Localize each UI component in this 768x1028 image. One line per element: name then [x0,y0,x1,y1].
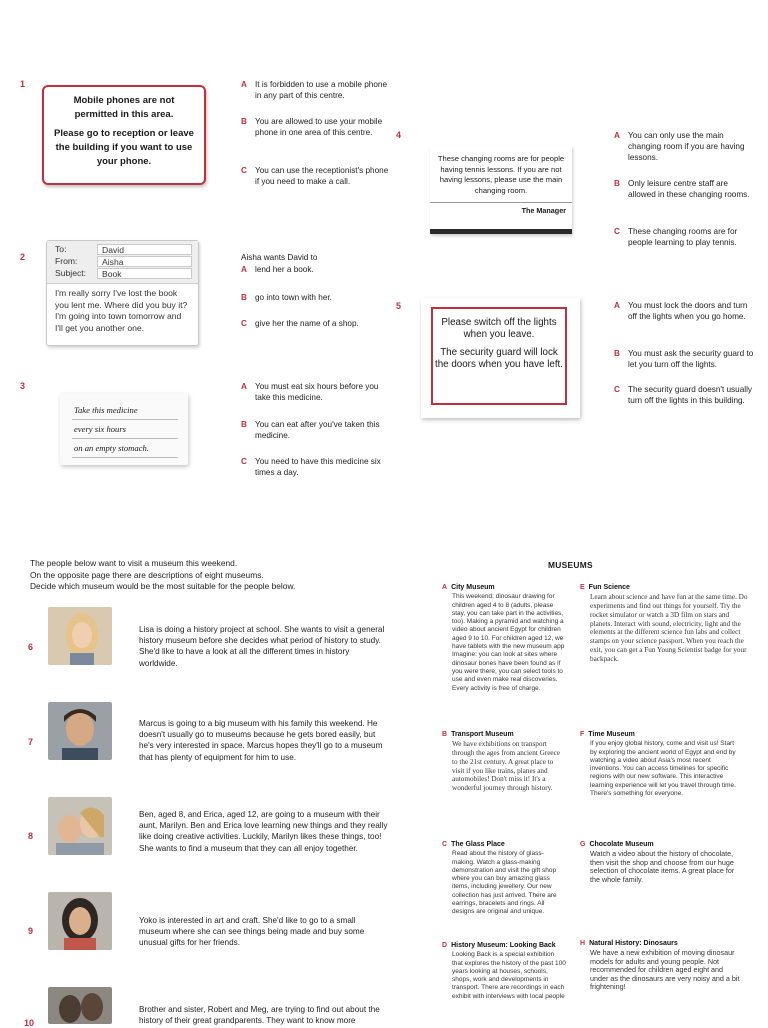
option-text: You can use the receptionist's phone if you need to make a call. [255,166,389,186]
option-letter: C [614,385,620,394]
option-letter: A [614,131,620,140]
option-letter: C [614,227,620,236]
museum-name: Transport Museum [451,731,514,738]
option-text: lend her a book. [255,265,314,274]
option-letter: A [241,80,247,89]
museum-description: We have a new exhibition of moving dinosaur models for adults and young people. Not recommended for children aged eight and under as the dinosaurs are very noisy and a bit frightening! [590,948,740,992]
photo-robert-meg [48,987,112,1024]
from-label: From: [55,256,78,266]
museum-f [580,731,742,798]
option-letter: B [614,179,620,188]
instruction-line: The people below want to visit a museum this weekend. [30,558,238,568]
notice-text: These changing rooms are for people having tennis lessons. If you are not having lessons, please use the main changing room. [437,154,565,195]
person-description: Brother and sister, Robert and Meg, are trying to find out about the history of their great grandparents. They want to know more [139,1005,380,1026]
question-number: 7 [28,737,34,747]
option-a[interactable] [241,381,391,403]
option-b[interactable] [241,292,391,303]
person-description: Lisa is doing a history project at school. She wants to visit a general history museum before she decides what period of history to study. She'd like to have a look at all the different times in history worldwide. [139,625,385,668]
museum-name: Fun Science [588,584,630,591]
medicine-label [60,393,188,465]
notice-signature: The Manager [430,202,572,217]
museum-d [442,942,566,1001]
option-text: You are allowed to use your mobile phone in one area of this centre. [255,117,383,137]
question-number: 9 [28,926,34,936]
option-text: You can only use the main changing room if you are having lessons. [628,131,745,162]
option-a[interactable] [614,130,754,163]
label-line: Take this medicine [72,401,178,420]
museum-letter: D [442,942,448,949]
option-text: You need to have this medicine six times a day. [255,457,381,477]
museum-name: City Museum [451,584,495,591]
to-label: To: [55,244,67,254]
notice-mobile-phones [42,85,206,185]
option-c[interactable] [614,384,754,406]
option-b[interactable] [241,419,391,441]
notice-text: Please switch off the lights when you leave. [441,317,557,340]
question-number: 2 [20,252,26,262]
notice-bar [430,229,572,234]
option-a[interactable] [241,79,391,101]
photo-marcus [48,702,112,760]
notice-text: The security guard will lock the doors when you have left. [435,347,563,370]
museum-description: Looking Back is a special exhibition that explores the history of the past 100 years looking at houses, schools, shops, work and developments in transport. There are recordings in each exhibit with interviews with local people [452,951,566,1000]
museum-b [442,731,566,793]
subject-value: Book [97,268,192,279]
notice-border [431,307,567,405]
label-line: every six hours [72,420,178,439]
notice-lights [421,298,580,418]
option-c[interactable] [241,165,391,187]
option-a[interactable] [241,264,391,275]
museum-description: Watch a video about the history of chocolate, then visit the shop and choose from our huge selection of chocolate items. A great place for the whole family. [590,849,735,884]
museum-name: The Glass Place [451,841,505,848]
museum-c [442,841,566,917]
photo-yoko [48,892,112,950]
question-number: 6 [28,642,34,652]
instruction-line: On the opposite page there are descriptions of eight museums. [30,569,264,580]
label-line: on an empty stomach. [72,439,178,458]
museum-letter: F [580,731,585,738]
option-text: These changing rooms are for people learning to play tennis. [628,227,738,247]
option-text: It is forbidden to use a mobile phone in any part of this centre. [255,80,387,100]
museum-a [442,584,566,693]
person-description: Ben, aged 8, and Erica, aged 12, are going to a museum with their aunt, Marilyn. Ben and Erica love learning new things and they really like doing creative activities. Luckily, Marilyn likes these things, too! She wants to find a museum that they can all enjoy together. [139,810,388,853]
option-b[interactable] [614,348,754,370]
to-value: David [97,244,192,255]
option-letter: B [241,293,247,302]
museum-name: Time Museum [588,731,635,738]
email-body: I'm really sorry I've lost the book you lent me. Where did you buy it? I'm going into town tomorrow and I'll get you another one. [55,288,188,333]
option-letter: C [241,457,247,466]
option-text: You must eat six hours before you take this medicine. [255,382,379,402]
notice-text: Mobile phones are not permitted in this area. [73,95,175,120]
part2-instructions [30,558,295,593]
option-text: The security guard doesn't usually turn off the lights in this building. [628,385,752,405]
museum-description: Read about the history of glass-making. Watch a glass-making demonstration and visit the gift shop where you can buy amazing glass items, including jewellery. Our new collection has just arrived. There are earrings, bracelets and rings. All designs are original and unique. [452,850,557,916]
option-letter: A [614,301,620,310]
option-c[interactable] [241,318,359,329]
option-text: give her the name of a shop. [255,319,359,328]
from-value: Aisha [97,256,192,267]
email-message [46,240,199,346]
option-text: You must ask the security guard to let you turn off the lights. [628,349,754,369]
option-text: You can eat after you've taken this medicine. [255,420,380,440]
museum-description: We have exhibitions on transport through the ages from ancient Greece to the 21st century. A great place to visit if you like trains, planes and automobiles! Don't miss it! It's a wonderful journey through history. [452,740,560,793]
question-number: 1 [20,79,26,89]
question-number: 3 [20,381,26,391]
photo-lisa [48,607,112,665]
question-stem: Aisha wants David to [241,253,318,262]
question-number: 5 [396,301,402,311]
museum-letter: E [580,584,585,591]
option-letter: B [241,117,247,126]
museum-description: This weekend: dinosaur drawing for children aged 4 to 8 (adults, please stay, you can take part in the activities, too). Making a pyramid and watching a video about ancient Egypt for children aged 9 to 10. For children aged 12, we have tablets with the new museum app Imagine: you can look at sites where dinosaur bones have been found as if you were there, you can select tools to use and even make real discoveries. Every activity is free of charge. [452,593,565,692]
option-letter: C [241,319,247,328]
museum-letter: B [442,731,448,738]
notice-text: Please go to reception or leave the building if you want to use your phone. [54,128,194,167]
museum-name: Natural History: Dinosaurs [589,940,678,947]
option-letter: B [241,420,247,429]
option-letter: B [614,349,620,358]
museum-description: Learn about science and have fun at the same time. Do experiments and find out things for yourself. Try the rocket simulator or watch a 3D film on stars and planets. Interact with sound, electricity, light and the elements at the different science fun labs and collect stamps on your science passport. When you reach the exit, you can get a Fun Young Scientist badge for your backpack. [590,593,748,663]
museum-e [580,584,750,664]
question-number: 4 [396,130,402,140]
option-b[interactable] [614,178,754,200]
option-a[interactable] [614,300,754,322]
subject-label: Subject: [55,268,87,278]
question-number: 8 [28,831,34,841]
museum-h [580,940,742,992]
instruction-line: Decide which museum would be the most suitable for the people below. [30,581,296,591]
email-header [47,241,198,284]
museum-letter: G [580,841,586,848]
museum-name: History Museum: Looking Back [451,942,556,949]
option-letter: C [241,166,247,175]
option-text: go into town with her. [255,293,332,302]
option-letter: A [241,265,247,274]
museum-g [580,841,742,884]
person-description: Marcus is going to a big museum with his family this weekend. He doesn't usually go to museums because he gets bored easily, but he's very interested in space. Marcus hopes they'll go to a museum that has plenty of equipment for him to use. [139,719,383,762]
option-c[interactable] [614,226,754,248]
option-c[interactable] [241,456,391,478]
museum-letter: H [580,940,586,947]
option-b[interactable] [241,116,391,138]
question-number: 10 [24,1018,35,1028]
person-description: Yoko is interested in art and craft. She'd like to go to a small museum where she can see things being made and buy some unusual gifts for her friends. [139,916,365,948]
option-letter: A [241,382,247,391]
photo-ben-erica [48,797,112,855]
museum-letter: A [442,584,448,591]
museums-title: MUSEUMS [548,560,593,570]
notice-changing-rooms [430,146,572,234]
option-text: Only leisure centre staff are allowed in these changing rooms. [628,179,750,199]
option-text: You must lock the doors and turn off the lights when you go home. [628,301,748,321]
museum-description: If you enjoy global history, come and visit us! Start by exploring the ancient world of Egypt and end by watching a video about Asia's most recent inventions. You can access timelines for specific regions with our new software. This interactive learning experience will let you travel through time. There's something for everyone. [590,740,736,798]
museum-name: Chocolate Museum [589,841,654,848]
museum-letter: C [442,841,448,848]
